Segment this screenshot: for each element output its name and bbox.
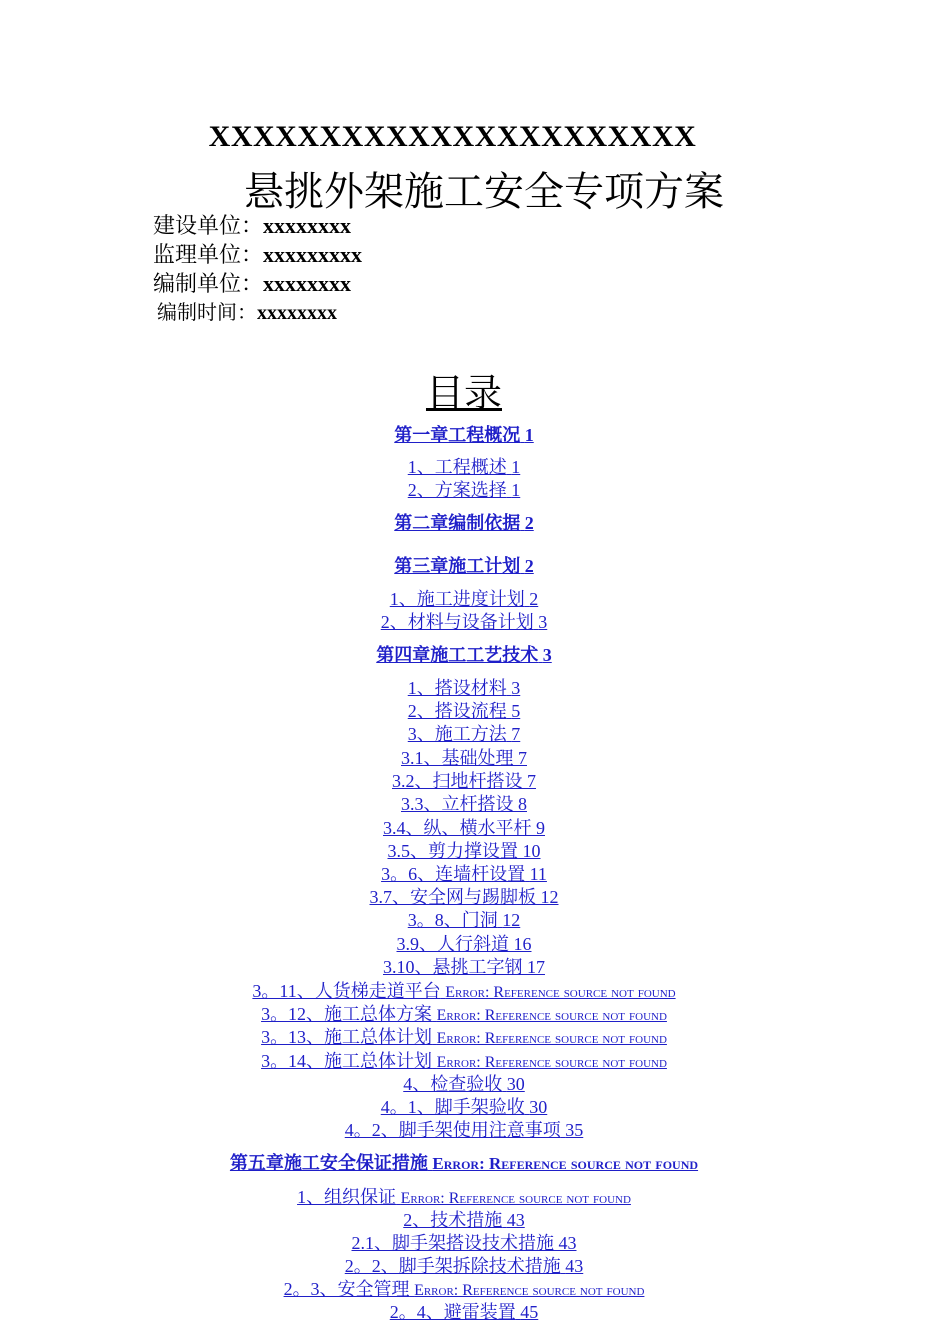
toc-entry-page: Error: Reference source not found [436,1007,667,1024]
toc-entry-title: 3。11、人货梯走道平台 [252,981,441,1001]
toc-entry-page: 43 [558,1233,577,1253]
toc-entry-page: 3 [538,612,548,632]
info-label: 编制时间： [157,300,257,324]
toc-entry-title: 第五章施工安全保证措施 [229,1153,428,1173]
toc-item-link[interactable] [0,608,928,634]
toc-entry-title: 3。13、施工总体计划 [261,1027,433,1047]
toc-entry-title: 3。12、施工总体方案 [261,1004,433,1024]
toc-entry-page: 1 [511,457,521,477]
toc-entry-title: 2.1、脚手架搭设技术措施 [351,1233,554,1253]
info-row-supervisor [153,238,362,269]
toc-entry-title: 第一章工程概况 [394,425,521,445]
toc-item-link[interactable] [0,790,928,816]
toc-item-link[interactable] [0,953,928,979]
project-code: XXXXXXXXXXXXXXXXXXXXXX [208,120,697,153]
toc-entry-title: 3.3、立杆搭设 [401,794,514,814]
toc-chapter-link[interactable] [0,641,928,667]
toc-entry-page: 45 [520,1302,539,1322]
toc-entry-title: 1、施工进度计划 [389,589,525,609]
document-title: 悬挑外架施工安全专项方案 [244,169,724,215]
toc-entry-page: 35 [565,1120,584,1140]
toc-entry-page: 7 [527,771,536,791]
toc-entry-page: 43 [506,1210,525,1230]
toc-entry-page: Error: Reference source not found [400,1190,631,1207]
toc-entry-title: 3、施工方法 [407,724,507,744]
toc-entry-page: 17 [527,957,545,977]
toc-item-link[interactable] [0,476,928,502]
toc-item-link[interactable] [0,1023,928,1049]
toc-chapter-link[interactable] [0,421,928,447]
toc-entry-page: 7 [518,748,527,768]
info-row-builder [153,209,351,240]
toc-entry-title: 3.5、剪力撑设置 [387,841,518,861]
toc-chapter-link[interactable] [0,1149,928,1175]
toc-entry-page: 1 [511,480,521,500]
toc-entry-title: 3。6、连墙杆设置 [381,864,526,884]
toc-entry-title: 4、检查验收 [403,1074,503,1094]
toc-entry-page: 16 [513,934,532,954]
info-value: xxxxxxxx [257,302,337,324]
toc-entry-page: 7 [511,724,521,744]
toc-chapter-link[interactable] [0,552,928,578]
toc-entry-title: 1、工程概述 [407,457,507,477]
toc-entry-title: 1、搭设材料 [407,678,507,698]
toc-entry-page: 2 [529,589,539,609]
toc-entry-page: Error: Reference source not found [445,984,676,1001]
toc-heading: 目录 [425,371,502,415]
toc-entry-page: 43 [565,1256,584,1276]
toc-entry-title: 2、技术措施 [403,1210,503,1230]
toc-entry-title: 3。14、施工总体计划 [261,1051,433,1071]
toc-entry-title: 1、组织保证 [297,1187,397,1207]
toc-entry-title: 3.9、人行斜道 [396,934,509,954]
toc-entry-title: 3.4、纵、横水平杆 [383,818,532,838]
toc-entry-title: 4。2、脚手架使用注意事项 [344,1120,561,1140]
toc-entry-title: 2。3、安全管理 [283,1279,410,1299]
toc-entry-title: 3.7、安全网与踢脚板 [369,887,536,907]
toc-entry-page: Error: Reference source not found [414,1282,645,1299]
toc-chapter-link[interactable] [0,509,928,535]
toc-entry-page: 12 [502,910,521,930]
toc-entry-title: 4。1、脚手架验收 [380,1097,525,1117]
toc-entry-title: 3.2、扫地杆搭设 [392,771,523,791]
info-label: 编制单位： [153,272,264,297]
info-value: xxxxxxxxx [263,242,363,267]
toc-entry-page: Error: Reference source not found [436,1054,667,1071]
toc-entry-title: 3.10、悬挑工字钢 [383,957,523,977]
toc-entry-title: 第二章编制依据 [394,513,521,533]
toc-item-link[interactable] [0,720,928,746]
toc-item-link[interactable] [0,906,928,932]
toc-entry-title: 2。2、脚手架拆除技术措施 [344,1256,561,1276]
toc-entry-title: 2、搭设流程 [407,701,507,721]
toc-entry-page: 9 [536,818,545,838]
info-row-author [153,267,351,298]
toc-entry-title: 第四章施工工艺技术 [376,645,539,665]
toc-entry-page: 3 [511,678,521,698]
toc-entry-page: 5 [511,701,521,721]
toc-entry-title: 3.1、基础处理 [401,748,514,768]
toc-entry-page: Error: Reference source not found [436,1030,667,1047]
toc-entry-title: 3。8、门洞 [407,910,498,930]
toc-item-link[interactable] [0,1116,928,1142]
toc-entry-title: 第三章施工计划 [394,556,521,576]
toc-entry-page: 12 [540,887,559,907]
toc-item-link[interactable] [0,1298,928,1324]
info-value: xxxxxxxx [263,213,352,238]
toc-entry-page: 11 [529,864,547,884]
toc-entry-title: 2。4、避雷装置 [389,1302,516,1322]
toc-entry-page: 3 [542,645,552,665]
info-row-date [157,296,337,325]
toc-entry-page: 30 [506,1074,525,1094]
toc-entry-page: 2 [524,556,534,576]
toc-entry-title: 2、材料与设备计划 [380,612,534,632]
info-value: xxxxxxxx [263,271,352,296]
toc-entry-page: Error: Reference source not found [432,1154,699,1173]
info-label: 建设单位： [153,214,264,239]
toc-entry-title: 2、方案选择 [407,480,507,500]
toc-entry-page: 2 [524,513,534,533]
toc-entry-page: 10 [522,841,541,861]
toc-entry-page: 1 [524,425,534,445]
toc-entry-page: 8 [518,794,527,814]
toc-entry-page: 30 [529,1097,548,1117]
info-label: 监理单位： [153,243,264,268]
